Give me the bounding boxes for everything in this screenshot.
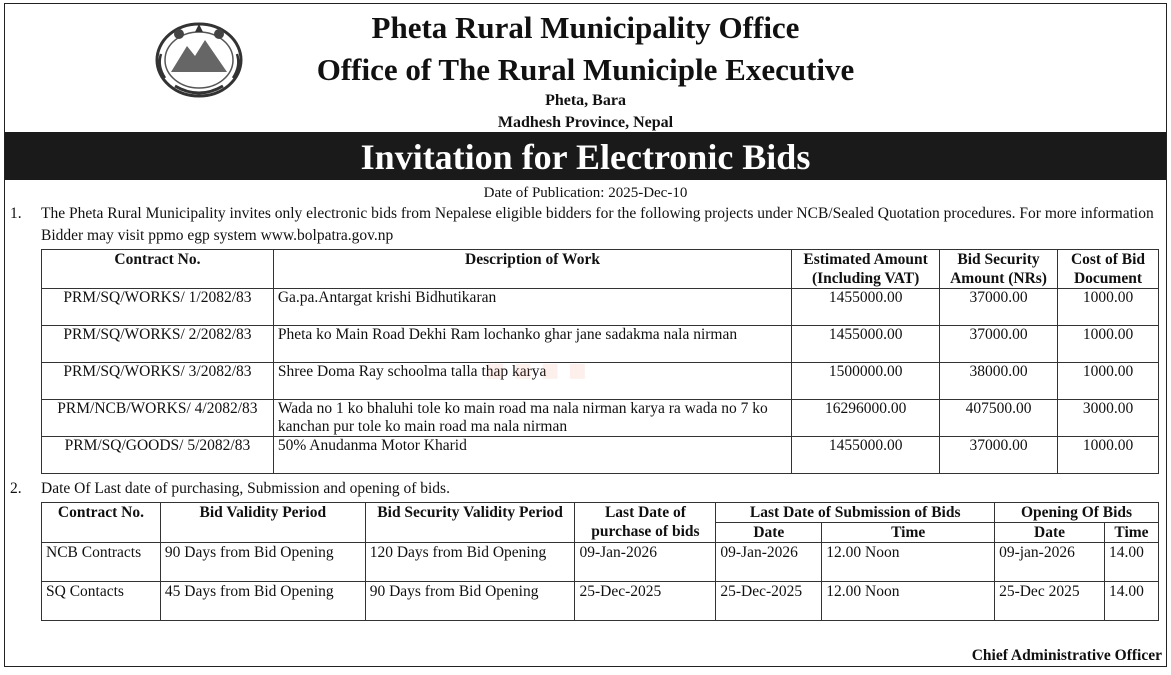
purchase-date: 25-Dec-2025 xyxy=(575,582,716,621)
estimated-amount: 1500000.00 xyxy=(792,363,940,400)
work-description: Wada no 1 ko bhaluhi tole ko main road ma nala nirman karya ra wada no 7 ko kanchan pur tole ko main road ma nala nirman xyxy=(273,400,791,437)
table-row xyxy=(42,543,1159,582)
office-province: Madhesh Province, Nepal xyxy=(497,114,674,131)
document-cost: 3000.00 xyxy=(1058,400,1159,437)
dates-header-row-1 xyxy=(42,503,1159,523)
contract-no: PRM/NCB/WORKS/ 4/2082/83 xyxy=(42,400,274,437)
header-submission-date: Date xyxy=(716,523,822,543)
bid-security-amount: 37000.00 xyxy=(940,437,1058,474)
nepal-emblem-icon xyxy=(149,14,249,102)
security-validity: 120 Days from Bid Opening xyxy=(365,543,575,582)
work-description: Ga.pa.Antargat krishi Bidhutikaran xyxy=(273,289,791,326)
submission-date: 25-Dec-2025 xyxy=(716,582,822,621)
document-cost: 1000.00 xyxy=(1058,437,1159,474)
submission-date: 09-Jan-2026 xyxy=(716,543,822,582)
signature-title: Chief Administrative Officer xyxy=(971,647,1162,664)
paragraph-2-number: 2. xyxy=(10,480,22,497)
header-description: Description of Work xyxy=(273,250,791,289)
header-bid-security: Bid Security Amount (NRs) xyxy=(940,250,1058,289)
opening-time: 14.00 xyxy=(1104,543,1158,582)
table-row xyxy=(42,582,1159,621)
bid-security-amount: 37000.00 xyxy=(940,289,1058,326)
table-row xyxy=(42,326,1159,363)
purchase-date: 09-Jan-2026 xyxy=(575,543,716,582)
dates-table xyxy=(41,502,1159,621)
header-contract-no: Contract No. xyxy=(42,503,161,543)
work-description: Shree Doma Ray schoolma talla thap karya xyxy=(273,363,791,400)
bid-validity: 45 Days from Bid Opening xyxy=(160,582,365,621)
table-row xyxy=(42,437,1159,474)
paragraph-1 xyxy=(5,203,1166,247)
estimated-amount: 1455000.00 xyxy=(792,326,940,363)
opening-date: 25-Dec 2025 xyxy=(995,582,1105,621)
work-description: 50% Anudanma Motor Kharid xyxy=(273,437,791,474)
header-opening: Opening Of Bids xyxy=(995,503,1159,523)
submission-time: 12.00 Noon xyxy=(822,582,995,621)
header-estimated-amount: Estimated Amount (Including VAT) xyxy=(792,250,940,289)
paragraph-2 xyxy=(5,478,1166,500)
contract-no: PRM/SQ/WORKS/ 3/2082/83 xyxy=(42,363,274,400)
document-cost: 1000.00 xyxy=(1058,326,1159,363)
header-opening-date: Date xyxy=(995,523,1105,543)
header-cost-document: Cost of Bid Document xyxy=(1058,250,1159,289)
notice-banner: Invitation for Electronic Bids xyxy=(5,132,1166,180)
paragraph-1-text: The Pheta Rural Municipality invites only electronic bids from Nepalese eligible bidders for the following projects under NCB/Sealed Quotation procedures. For more information Bidder may visit ppmo egp system www.bolpatra.gov.np xyxy=(41,205,1154,244)
submission-time: 12.00 Noon xyxy=(822,543,995,582)
estimated-amount: 1455000.00 xyxy=(792,289,940,326)
header-opening-time: Time xyxy=(1104,523,1158,543)
municipality-title: Pheta Rural Municipality Office xyxy=(371,10,800,45)
contract-type: SQ Contacts xyxy=(42,582,161,621)
bid-notice-page xyxy=(4,3,1167,667)
projects-table xyxy=(41,249,1159,474)
contract-no: PRM/SQ/WORKS/ 2/2082/83 xyxy=(42,326,274,363)
header-last-purchase: Last Date of purchase of bids xyxy=(575,503,716,543)
table-row xyxy=(42,400,1159,437)
bid-security-amount: 407500.00 xyxy=(940,400,1058,437)
table-header-row xyxy=(42,250,1159,289)
bid-security-amount: 38000.00 xyxy=(940,363,1058,400)
header-security-validity: Bid Security Validity Period xyxy=(365,503,575,543)
notice-header xyxy=(5,4,1166,132)
publication-date: Date of Publication: 2025-Dec-10 xyxy=(483,185,688,201)
office-location: Pheta, Bara xyxy=(545,92,626,109)
document-cost: 1000.00 xyxy=(1058,289,1159,326)
contract-type: NCB Contracts xyxy=(42,543,161,582)
bid-validity: 90 Days from Bid Opening xyxy=(160,543,365,582)
work-description: Pheta ko Main Road Dekhi Ram lochanko ghar jane sadakma nala nirman xyxy=(273,326,791,363)
document-cost: 1000.00 xyxy=(1058,363,1159,400)
estimated-amount: 1455000.00 xyxy=(792,437,940,474)
security-validity: 90 Days from Bid Opening xyxy=(365,582,575,621)
header-bid-validity: Bid Validity Period xyxy=(160,503,365,543)
header-last-submission: Last Date of Submission of Bids xyxy=(716,503,995,523)
paragraph-1-number: 1. xyxy=(10,205,22,222)
contract-no: PRM/SQ/GOODS/ 5/2082/83 xyxy=(42,437,274,474)
estimated-amount: 16296000.00 xyxy=(792,400,940,437)
header-submission-time: Time xyxy=(822,523,995,543)
watermark: ▪▪▪▪ xyxy=(485,337,595,403)
table-row xyxy=(42,363,1159,400)
opening-date: 09-jan-2026 xyxy=(995,543,1105,582)
table-row xyxy=(42,289,1159,326)
opening-time: 14.00 xyxy=(1104,582,1158,621)
office-title: Office of The Rural Municiple Executive xyxy=(316,52,855,87)
paragraph-2-text: Date Of Last date of purchasing, Submission and opening of bids. xyxy=(41,480,450,497)
bid-security-amount: 37000.00 xyxy=(940,326,1058,363)
contract-no: PRM/SQ/WORKS/ 1/2082/83 xyxy=(42,289,274,326)
header-contract-no: Contract No. xyxy=(42,250,274,289)
